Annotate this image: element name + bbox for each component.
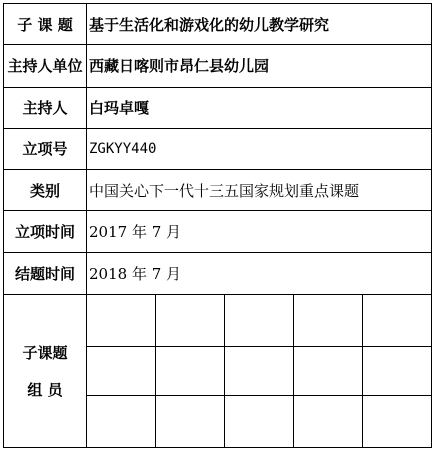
member-cell bbox=[363, 347, 432, 395]
row-completion-date bbox=[4, 252, 432, 294]
value-category: 中国关心下一代十三五国家规划重点课题 bbox=[87, 170, 432, 211]
label-host-unit: 主持人单位 bbox=[4, 45, 87, 87]
member-cell bbox=[156, 347, 225, 395]
row-host bbox=[4, 87, 432, 128]
label-host: 主持人 bbox=[4, 87, 87, 128]
project-info-table bbox=[3, 3, 432, 448]
value-project-number: ZGKYY440 bbox=[87, 128, 432, 169]
member-cell bbox=[87, 294, 156, 346]
label-members-line2: 组 员 bbox=[27, 380, 63, 399]
label-approval-date: 立项时间 bbox=[4, 211, 87, 252]
member-cell bbox=[87, 347, 156, 395]
value-approval-date: 2017 年 7 月 bbox=[87, 211, 432, 252]
member-cell bbox=[294, 395, 363, 447]
member-cell bbox=[225, 395, 294, 447]
label-members bbox=[4, 294, 87, 447]
member-cell bbox=[363, 294, 432, 346]
row-project-number bbox=[4, 128, 432, 169]
member-cell bbox=[363, 395, 432, 447]
members-row bbox=[4, 294, 432, 346]
label-project-number: 立项号 bbox=[4, 128, 87, 169]
value-host: 白玛卓嘎 bbox=[87, 87, 432, 128]
row-host-unit bbox=[4, 45, 432, 87]
value-host-unit: 西藏日喀则市昂仁县幼儿园 bbox=[87, 45, 432, 87]
member-cell bbox=[294, 347, 363, 395]
label-category: 类别 bbox=[4, 170, 87, 211]
member-cell bbox=[87, 395, 156, 447]
member-cell bbox=[225, 347, 294, 395]
row-approval-date bbox=[4, 211, 432, 252]
label-subproject: 子 课 题 bbox=[4, 4, 87, 45]
member-cell bbox=[225, 294, 294, 346]
value-completion-date: 2018 年 7 月 bbox=[87, 252, 432, 294]
member-cell bbox=[156, 395, 225, 447]
value-subproject: 基于生活化和游戏化的幼儿教学研究 bbox=[87, 4, 432, 45]
member-cell bbox=[294, 294, 363, 346]
label-completion-date: 结题时间 bbox=[4, 252, 87, 294]
member-cell bbox=[156, 294, 225, 346]
row-category bbox=[4, 170, 432, 211]
label-members-line1: 子课题 bbox=[22, 343, 68, 362]
row-subproject bbox=[4, 4, 432, 45]
